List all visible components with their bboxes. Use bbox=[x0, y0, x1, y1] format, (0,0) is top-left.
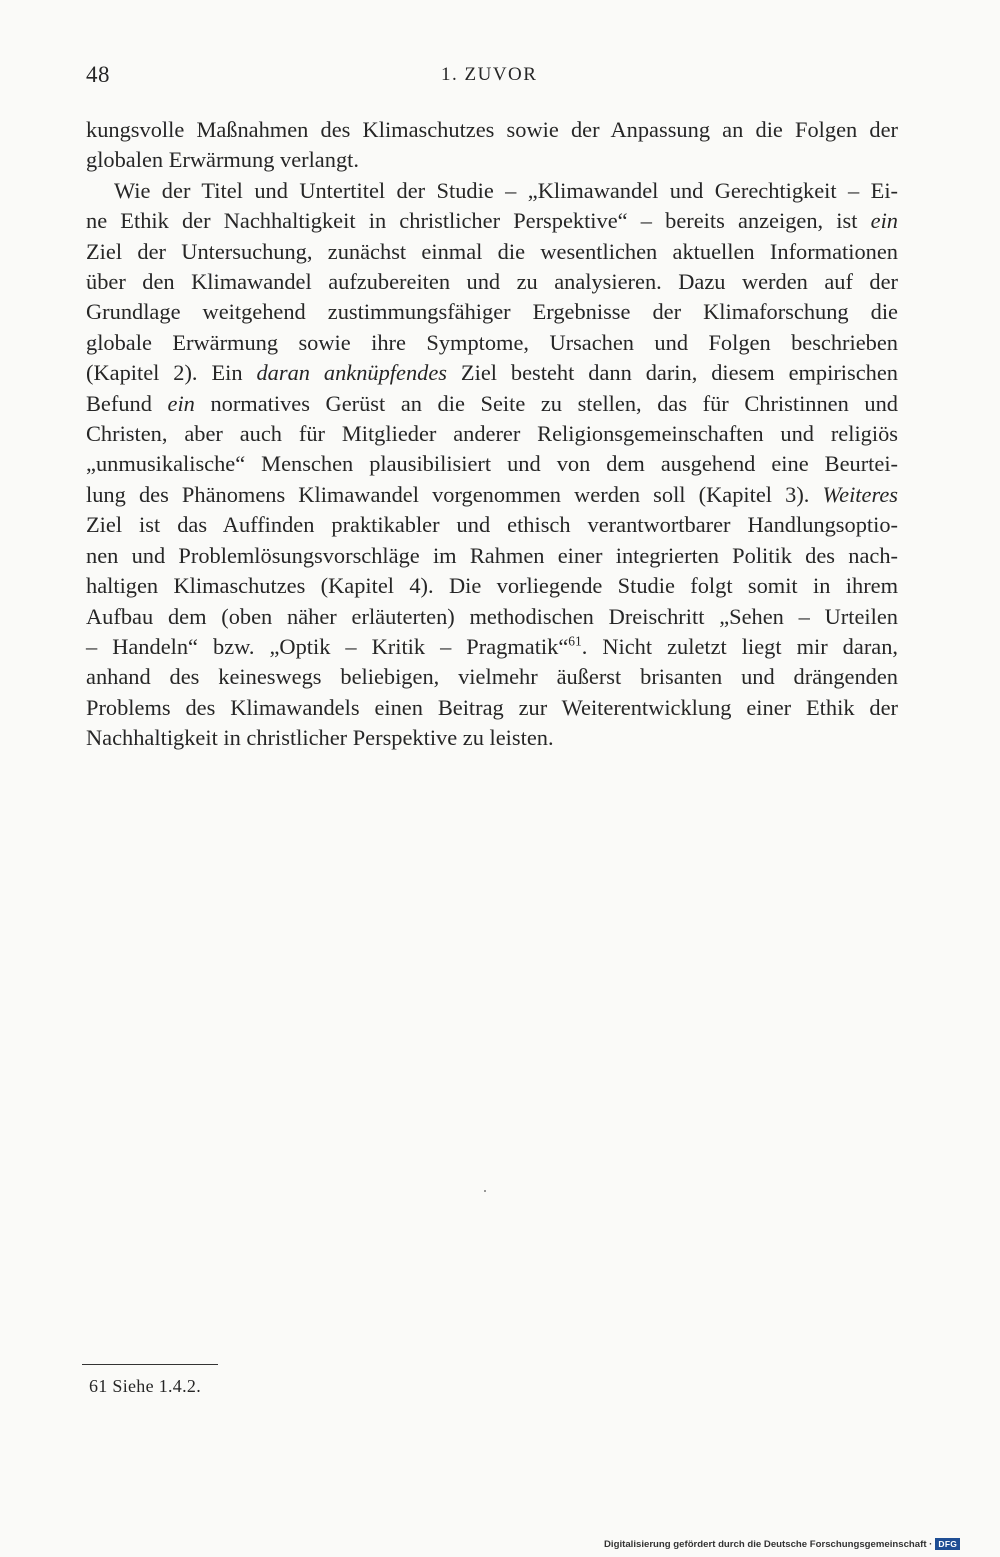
text-line: Ziel ist das Auffinden praktikabler und ethisch verantwortbarer Handlungsoptio- bbox=[86, 512, 898, 538]
footnote: 61 Siehe 1.4.2. bbox=[89, 1376, 201, 1396]
running-head: 1. ZUVOR bbox=[441, 64, 538, 85]
text-line: Wie der Titel und Untertitel der Studie – „Klimawandel und Gerechtigkeit – Ei- bbox=[114, 177, 898, 203]
page-number: 48 bbox=[86, 62, 110, 87]
emphasis: Weiteres bbox=[822, 481, 898, 507]
text-line: (Kapitel 2). Ein daran anknüpfendes Ziel besteht dann darin, diesem empirischen bbox=[86, 360, 898, 386]
text-line: Christen, aber auch für Mitglieder anderer Religionsgemeinschaften und religiös bbox=[86, 421, 898, 447]
text-line: Problems des Klimawandels einen Beitrag zur Weiterentwicklung einer Ethik der bbox=[86, 694, 898, 720]
text-line: globalen Erwärmung verlangt. bbox=[86, 147, 359, 173]
footnote-rule bbox=[82, 1364, 218, 1365]
text-line: ne Ethik der Nachhaltigkeit in christlicher Perspektive“ – bereits anzeigen, ist ein bbox=[86, 208, 898, 234]
text-line: haltigen Klimaschutzes (Kapitel 4). Die vorliegende Studie folgt somit in ihrem bbox=[86, 573, 898, 599]
digitization-credit bbox=[604, 1538, 960, 1550]
text-line: Ziel der Untersuchung, zunächst einmal die wesentlichen aktuellen Informationen bbox=[86, 238, 898, 264]
scan-speck bbox=[484, 1190, 486, 1192]
emphasis: ein bbox=[870, 208, 898, 234]
dfg-logo: DFG bbox=[935, 1538, 960, 1550]
text-line: nen und Problemlösungsvorschläge im Rahmen einer integrierten Politik des nach- bbox=[86, 542, 898, 568]
text-line: – Handeln“ bzw. „Optik – Kritik – Pragmatik“$^{61}$. Nicht zuletzt liegt mir daran, bbox=[86, 633, 899, 659]
emphasis: daran anknüpfendes bbox=[256, 360, 448, 386]
text-line: anhand des keineswegs beliebigen, vielmehr äußerst brisanten und drängenden bbox=[86, 664, 898, 690]
body-text bbox=[86, 115, 898, 754]
text-line: Nachhaltigkeit in christlicher Perspektive zu leisten. bbox=[86, 725, 554, 751]
text-line: lung des Phänomens Klimawandel vorgenommen werden soll (Kapitel 3). Weiteres bbox=[86, 481, 898, 507]
text-line: kungsvolle Maßnahmen des Klimaschutzes sowie der Anpassung an die Folgen der bbox=[86, 117, 898, 142]
footnote-ref: 61 bbox=[568, 633, 582, 649]
text-line: globale Erwärmung sowie ihre Symptome, Ursachen und Folgen beschrieben bbox=[86, 329, 898, 355]
text-line: über den Klimawandel aufzubereiten und zu analysieren. Dazu werden auf der bbox=[86, 269, 898, 295]
emphasis: ein bbox=[167, 390, 195, 416]
text-line: Befund ein normatives Gerüst an die Seite zu stellen, das für Christinnen und bbox=[86, 390, 898, 416]
text-line: Aufbau dem (oben näher erläuterten) methodischen Dreischritt „Sehen – Urteilen bbox=[86, 603, 898, 629]
text-line: „unmusikalische“ Menschen plausibilisiert und von dem ausgehend eine Beurtei- bbox=[86, 451, 898, 477]
credit-text: Digitalisierung gefördert durch die Deutsche Forschungsgemeinschaft · bbox=[604, 1538, 933, 1550]
text-line: Grundlage weitgehend zustimmungsfähiger Ergebnisse der Klimaforschung die bbox=[86, 299, 898, 325]
